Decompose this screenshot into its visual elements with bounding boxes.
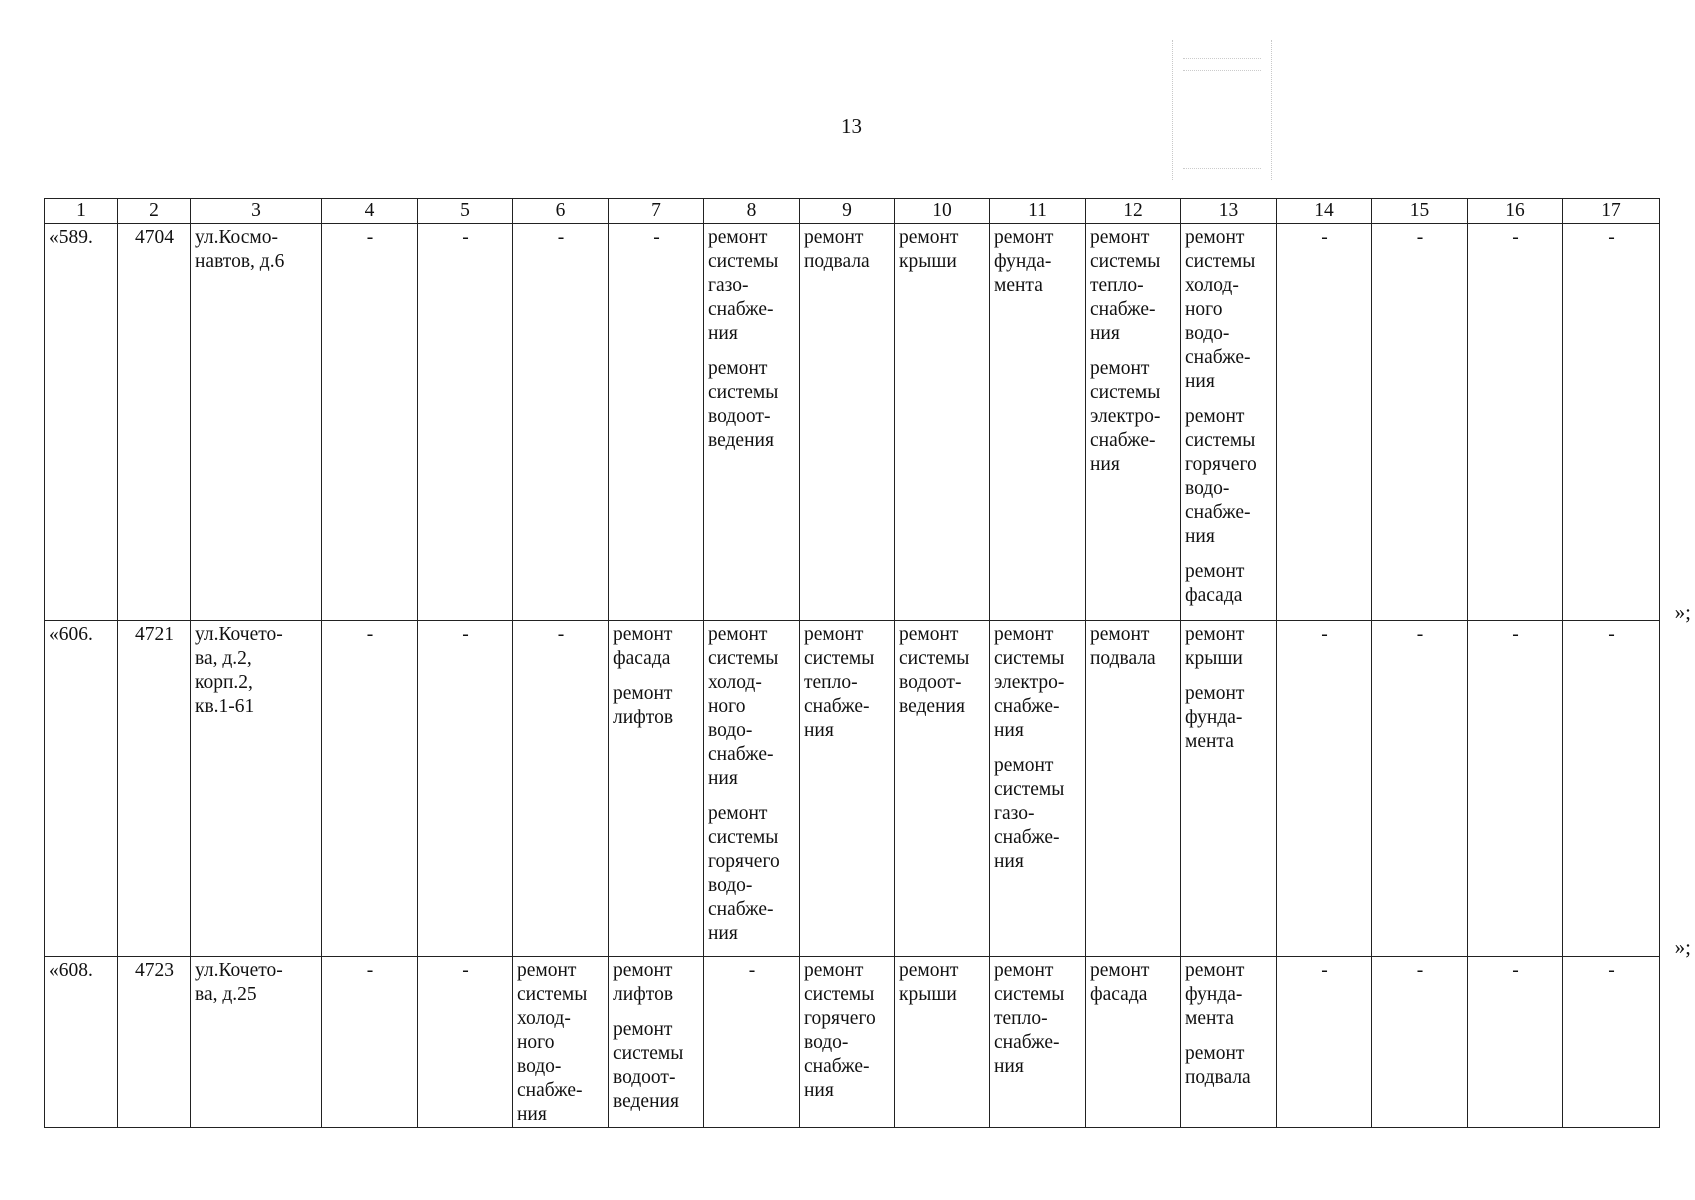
work-item-line: ведения [708,430,774,451]
work-item-line: ного [517,1032,555,1053]
column-number: 9 [800,199,895,224]
work-item-line: ремонт [613,960,673,981]
work-item-line: ния [1185,371,1215,392]
building-code: 4723 [118,957,191,1128]
work-item-line: системы [1090,382,1161,403]
work-item [708,226,796,346]
work-item-line: системы [994,779,1065,800]
work-item-line: системы [517,984,588,1005]
work-item-line: системы [1185,430,1256,451]
address-line: кв.1-61 [195,696,255,717]
work-item-line: ного [708,696,746,717]
work-item-line: системы [708,648,779,669]
work-item-line: горячего [1185,454,1257,475]
work-item [899,226,986,274]
address-line: ва, д.2, [195,648,252,669]
work-item-line: ного [1185,299,1223,320]
work-item-line: горячего [804,1008,876,1029]
work-item [1185,405,1273,549]
work-item [517,959,605,1127]
work-item-line: холод- [517,1008,571,1029]
work-item [708,623,796,791]
table-cell: - [418,957,513,1128]
work-item-line: подвала [1090,648,1156,669]
work-item-line: фасада [1090,984,1148,1005]
work-item-line: ремонт [1185,683,1245,704]
work-item-line: ремонт [1185,624,1245,645]
work-item-line: ремонт [1185,1043,1245,1064]
work-item-line: системы [994,984,1065,1005]
work-item-line: фасада [1185,585,1243,606]
work-item-line: ремонт [1185,561,1245,582]
work-item-line: водо- [708,875,753,896]
table-cell: - [609,224,704,621]
work-item-line: фунда- [1185,707,1243,728]
work-item [708,357,796,453]
work-item-line: ния [708,768,738,789]
table-cell: - [1277,957,1372,1128]
work-item-line: ния [1185,526,1215,547]
work-item [804,959,891,1103]
work-item-line: фунда- [1185,984,1243,1005]
work-item-line: мента [994,275,1043,296]
work-item-line: ремонт [1185,227,1245,248]
row-number: «606. [45,621,118,957]
column-number: 7 [609,199,704,224]
work-item-line: ремонт [708,358,768,379]
row-end-mark: »; [1674,600,1691,624]
address-line: ул.Кочето- [195,960,283,981]
work-item-line: водо- [708,720,753,741]
address-cell [191,224,322,621]
work-item-line: ния [1090,454,1120,475]
work-item-line: ремонт [708,227,768,248]
column-number: 1 [45,199,118,224]
table-cell: - [1372,224,1468,621]
column-number: 17 [1563,199,1660,224]
work-item-line: снабже- [994,827,1060,848]
work-item [1090,623,1177,671]
work-item-line: фасада [613,648,671,669]
work-item-line: крыши [899,251,957,272]
page-number: 13 [841,114,862,138]
table-cell: - [1468,621,1563,957]
work-item-line: водоот- [708,406,771,427]
work-item-line: ремонт [1090,624,1150,645]
work-item-line: водо- [804,1032,849,1053]
work-item-line: системы [708,827,779,848]
work-item-line: холод- [708,672,762,693]
work-item [994,959,1082,1079]
column-number-row [45,199,1660,224]
address-line: навтов, д.6 [195,251,285,272]
table-cell: - [322,621,418,957]
work-item-line: водо- [517,1056,562,1077]
work-item-line: фунда- [994,251,1052,272]
work-item-line: мента [1185,731,1234,752]
column-number: 4 [322,199,418,224]
work-item-line: ния [994,851,1024,872]
table-cell: - [322,224,418,621]
work-item-line: системы [804,984,875,1005]
work-item-line: ремонт [994,227,1054,248]
work-item [1185,959,1273,1031]
work-item [1185,560,1273,608]
works-cell [704,621,800,957]
address-cell [191,957,322,1128]
works-cell [895,224,990,621]
work-item-line: подвала [804,251,870,272]
work-item [613,1018,700,1114]
work-item-line: снабже- [517,1080,583,1101]
address-line: ул.Кочето- [195,624,283,645]
work-item-line: ремонт [613,683,673,704]
work-item-line: снабже- [994,696,1060,717]
work-item-line: ния [708,323,738,344]
work-item-line: снабже- [708,899,774,920]
work-item [899,623,986,719]
work-item-line: ремонт [613,1019,673,1040]
works-cell [990,224,1086,621]
works-cell [609,957,704,1128]
works-cell [800,621,895,957]
address-line: корп.2, [195,672,253,693]
work-item-line: лифтов [613,707,674,728]
building-code: 4704 [118,224,191,621]
work-item-line: лифтов [613,984,674,1005]
work-item-line: ремонт [613,624,673,645]
work-item-line: водо- [1185,478,1230,499]
work-item-line: горячего [708,851,780,872]
work-item [899,959,986,1007]
work-item-line: ремонт [804,624,864,645]
work-item-line: электро- [1090,406,1161,427]
table-cell: - [1277,621,1372,957]
work-item-line: ведения [899,696,965,717]
row-number: «608. [45,957,118,1128]
table-row [45,957,1660,1128]
row-number: «589. [45,224,118,621]
work-item-line: снабже- [1185,347,1251,368]
work-item [804,623,891,743]
table-cell: - [513,224,609,621]
work-item [1185,226,1273,394]
table-cell: - [1372,957,1468,1128]
work-item-line: системы [1090,251,1161,272]
works-cell [1086,621,1181,957]
faint-stamp-mark [1172,40,1272,180]
address-cell [191,621,322,957]
work-item [994,754,1082,874]
work-item-line: ния [994,1056,1024,1077]
work-item-line: ведения [613,1091,679,1112]
column-number: 13 [1181,199,1277,224]
work-item-line: системы [899,648,970,669]
work-item-line: снабже- [708,299,774,320]
table-cell: - [1563,621,1660,957]
row-end-mark: »; [1674,935,1691,959]
works-cell [895,621,990,957]
work-item-line: снабже- [1090,299,1156,320]
work-item-line: системы [613,1043,684,1064]
works-cell [1086,957,1181,1128]
work-item [1185,623,1273,671]
work-item-line: водо- [1185,323,1230,344]
column-number: 15 [1372,199,1468,224]
work-item-line: снабже- [1185,502,1251,523]
work-item-line: мента [1185,1008,1234,1029]
work-item-line: тепло- [1090,275,1144,296]
work-item-line: ния [1090,323,1120,344]
work-item-line: ремонт [1185,406,1245,427]
works-cell [800,957,895,1128]
work-item-line: ремонт [804,227,864,248]
work-item-line: системы [708,251,779,272]
table-cell: - [418,224,513,621]
table-cell: - [1563,957,1660,1128]
work-item-line: системы [708,382,779,403]
address-line: ул.Космо- [195,227,279,248]
work-item-line: ния [804,1080,834,1101]
work-item [994,226,1082,298]
work-item-line: газо- [708,275,749,296]
work-item-line: ния [708,923,738,944]
column-number: 10 [895,199,990,224]
work-item-line: ремонт [1090,960,1150,981]
table-cell: - [513,621,609,957]
column-number: 14 [1277,199,1372,224]
work-item-line: газо- [994,803,1035,824]
address-line: ва, д.25 [195,984,257,1005]
works-cell [704,224,800,621]
table-cell: - [1468,224,1563,621]
repair-works-table [44,198,1660,1128]
work-item-line: системы [1185,251,1256,272]
work-item-line: снабже- [804,1056,870,1077]
work-item-line: ремонт [899,227,959,248]
work-item-line: ния [517,1104,547,1125]
work-item-line: ремонт [899,960,959,981]
table-cell: - [1563,224,1660,621]
works-cell [1181,957,1277,1128]
works-cell [800,224,895,621]
column-number: 8 [704,199,800,224]
column-number: 12 [1086,199,1181,224]
work-item-line: ремонт [994,624,1054,645]
work-item [804,226,891,274]
work-item [613,959,700,1007]
work-item-line: снабже- [708,744,774,765]
work-item-line: снабже- [994,1032,1060,1053]
table-cell: - [1468,957,1563,1128]
work-item [994,623,1082,743]
building-code: 4721 [118,621,191,957]
works-cell [513,957,609,1128]
work-item-line: тепло- [804,672,858,693]
work-item [613,623,700,671]
work-item [708,802,796,946]
column-number: 6 [513,199,609,224]
column-number: 2 [118,199,191,224]
work-item-line: снабже- [1090,430,1156,451]
work-item-line: ремонт [994,755,1054,776]
work-item [1090,959,1177,1007]
work-item-line: электро- [994,672,1065,693]
work-item-line: тепло- [994,1008,1048,1029]
works-cell [990,957,1086,1128]
work-item-line: ремонт [1090,227,1150,248]
work-item-line: ремонт [708,803,768,824]
works-cell [1181,224,1277,621]
work-item-line: ния [994,720,1024,741]
table-cell: - [322,957,418,1128]
work-item-line: системы [804,648,875,669]
works-cell [1181,621,1277,957]
table-cell: - [418,621,513,957]
column-number: 11 [990,199,1086,224]
work-item-line: ремонт [1090,358,1150,379]
table-row [45,224,1660,621]
table-cell: - [1372,621,1468,957]
table-cell: - [1277,224,1372,621]
work-item-line: крыши [1185,648,1243,669]
work-item [1090,357,1177,477]
table-row [45,621,1660,957]
work-item-line: ремонт [899,624,959,645]
works-cell [895,957,990,1128]
work-item-line: ремонт [708,624,768,645]
works-cell [1086,224,1181,621]
work-item-line: ния [804,720,834,741]
work-item-line: ремонт [804,960,864,981]
work-item-line: водоот- [613,1067,676,1088]
work-item-line: ремонт [517,960,577,981]
work-item-line: водоот- [899,672,962,693]
column-number: 3 [191,199,322,224]
work-item-line: ремонт [994,960,1054,981]
work-item [1185,1042,1273,1090]
work-item [613,682,700,730]
table-cell: - [704,957,800,1128]
column-number: 16 [1468,199,1563,224]
work-item-line: подвала [1185,1067,1251,1088]
works-cell [990,621,1086,957]
works-cell [609,621,704,957]
work-item-line: холод- [1185,275,1239,296]
work-item [1185,682,1273,754]
work-item-line: снабже- [804,696,870,717]
work-item-line: крыши [899,984,957,1005]
work-item-line: ремонт [1185,960,1245,981]
work-item [1090,226,1177,346]
work-item-line: системы [994,648,1065,669]
column-number: 5 [418,199,513,224]
